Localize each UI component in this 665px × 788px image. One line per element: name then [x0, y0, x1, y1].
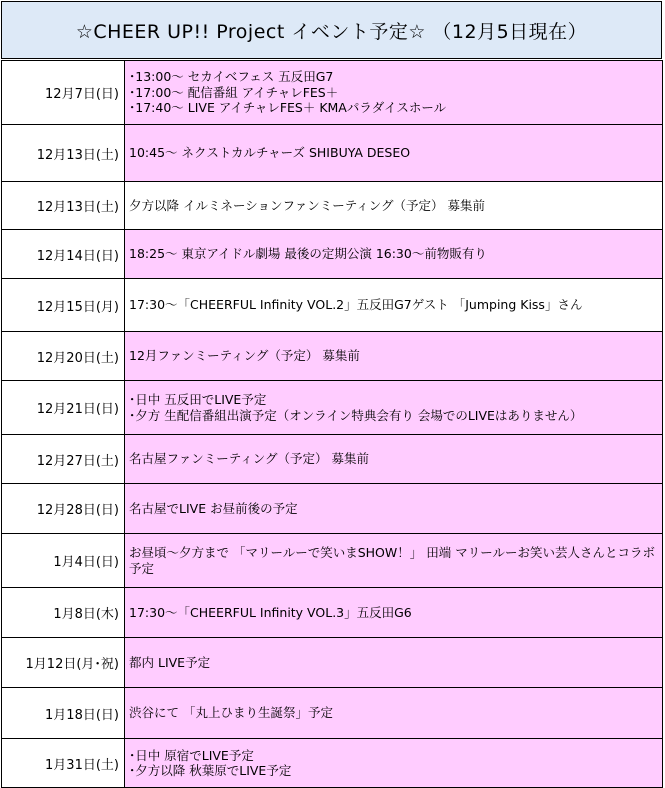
event-date: 1月18日(日)	[2, 688, 125, 739]
table-row	[2, 61, 663, 125]
event-line: 10:45～ ネクストカルチャーズ SHIBUYA DESEO	[129, 145, 411, 161]
event-date: 12月27日(土)	[2, 435, 125, 484]
event-line: ･夕方以降 秋葉原でLIVE予定	[129, 763, 292, 778]
schedule-rows	[2, 61, 663, 788]
event-line: ･13:00～ セカイベフェス 五反田G7	[129, 69, 334, 85]
event-description	[125, 61, 663, 125]
event-description	[125, 279, 663, 332]
table-row	[2, 279, 663, 332]
event-date: 1月31日(土)	[2, 739, 125, 788]
event-line: 名古屋ファンミーティング（予定） 募集前	[129, 451, 369, 467]
table-row	[2, 534, 663, 588]
event-description	[125, 125, 663, 182]
event-description	[125, 739, 663, 788]
event-date: 12月14日(日)	[2, 230, 125, 279]
event-date: 12月13日(土)	[2, 182, 125, 230]
event-description	[125, 534, 663, 588]
event-line: 都内 LIVE予定	[129, 654, 211, 670]
event-date: 1月12日(月･祝)	[2, 638, 125, 688]
event-date: 12月15日(月)	[2, 279, 125, 332]
event-description	[125, 435, 663, 484]
event-date: 12月20日(土)	[2, 332, 125, 381]
event-line: 渋谷にて 「丸上ひまり生誕祭」予定	[129, 705, 333, 721]
table-row	[2, 230, 663, 279]
event-date: 12月28日(日)	[2, 484, 125, 534]
table-row	[2, 688, 663, 739]
table-row	[2, 381, 663, 435]
event-line: ･17:00～ 配信番組 アイチャレFES＋	[129, 84, 339, 100]
event-line: ･17:40～ LIVE アイチャレFES＋ KMAパラダイスホール	[129, 100, 447, 116]
event-line: 名古屋でLIVE お昼前後の予定	[129, 500, 298, 516]
table-row	[2, 484, 663, 534]
table-row	[2, 182, 663, 230]
event-line: 17:30～「CHEERFUL Infinity VOL.3」五反田G6	[129, 604, 412, 620]
event-line: 夕方以降 イルミネーションファンミーティング（予定） 募集前	[129, 197, 485, 213]
event-description	[125, 638, 663, 688]
schedule-table	[1, 60, 663, 788]
event-description	[125, 230, 663, 279]
event-line: 17:30～「CHEERFUL Infinity VOL.2」五反田G7ゲスト 「Jumping Kiss」さん	[129, 297, 583, 313]
event-date: 12月7日(日)	[2, 61, 125, 125]
event-line: ･日中 原宿でLIVE予定	[129, 747, 254, 763]
event-description	[125, 688, 663, 739]
event-description	[125, 588, 663, 638]
page-title: ☆CHEER UP!! Project イベント予定☆ （12月5日現在）	[1, 1, 662, 59]
event-description	[125, 381, 663, 435]
table-row	[2, 332, 663, 381]
event-description	[125, 484, 663, 534]
table-row	[2, 588, 663, 638]
event-date: 12月13日(土)	[2, 125, 125, 182]
event-date: 1月8日(木)	[2, 588, 125, 638]
event-description	[125, 182, 663, 230]
event-line: お昼頃～夕方まで 「マリールーで笑いまSHOW！」 田端 マリールーお笑い芸人さんとコラボ予定	[129, 545, 655, 576]
event-date: 1月4日(日)	[2, 534, 125, 588]
event-description	[125, 332, 663, 381]
event-line: ･日中 五反田でLIVE予定	[129, 392, 267, 407]
event-line: ･夕方 生配信番組出演予定（オンライン特典会有り 会場でのLIVEはありません）	[129, 407, 583, 423]
event-date: 12月21日(日)	[2, 381, 125, 435]
table-row	[2, 125, 663, 182]
table-row	[2, 638, 663, 688]
table-row	[2, 739, 663, 788]
event-line: 12月ファンミーティング（予定） 募集前	[129, 348, 360, 364]
table-row	[2, 435, 663, 484]
event-line: 18:25～ 東京アイドル劇場 最後の定期公演 16:30～前物販有り	[129, 246, 487, 262]
